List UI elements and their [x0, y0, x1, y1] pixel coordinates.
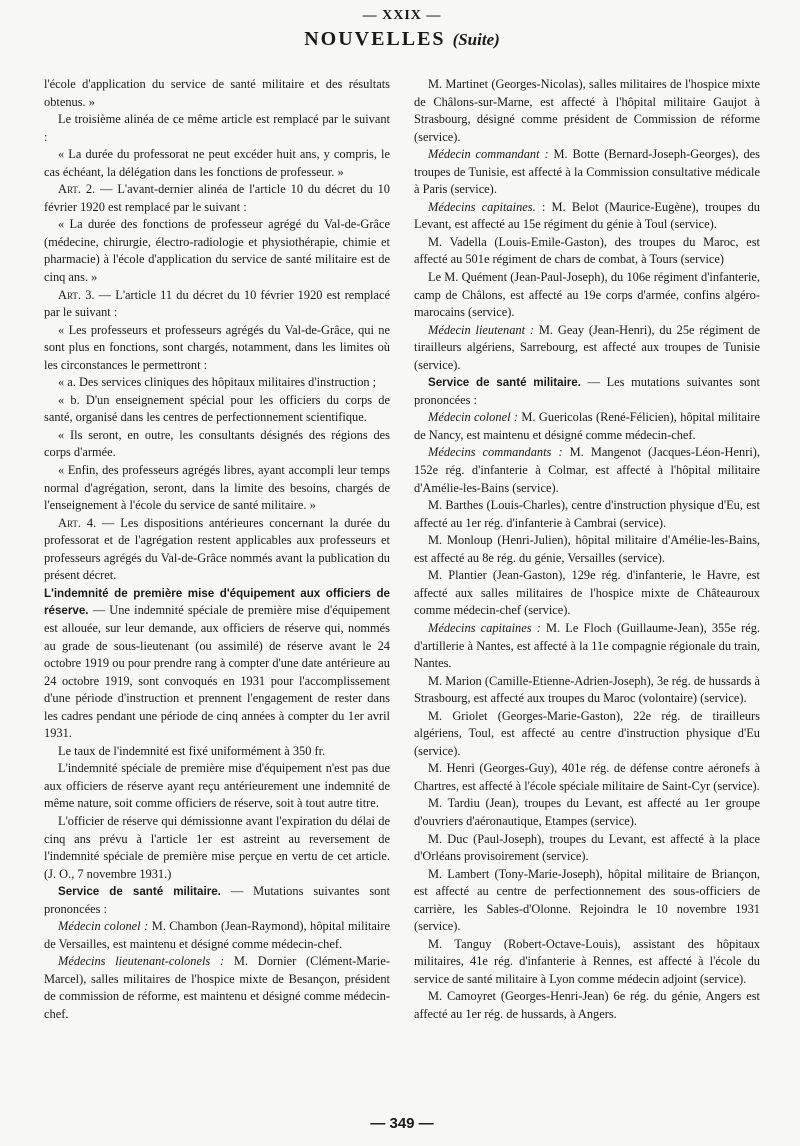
paragraph-text: — Les dispositions antérieures concernant la durée du professorat et de l'agrégation restent applicables aux professeurs et professeurs agrégés du Val-de-Grâce nommés avant la publication du présent décret.: [44, 515, 390, 583]
paragraph: [44, 515, 390, 585]
paragraph: [44, 181, 390, 216]
paragraph: L'officier de réserve qui démissionne avant l'expiration du délai de cinq ans prévu à l'article 1er est astreint au reversement de l'indemnité spéciale de première mise perçue en vertu de cet article. (J. O., 7 novembre 1931.): [44, 813, 390, 881]
paragraph: M. Barthes (Louis-Charles), centre d'instruction physique d'Eu, est affecté au 1er rég. d'infanterie à Cambrai (service).: [414, 498, 760, 530]
paragraph-text: M. Le Floch (Guillaume-Jean), 355e rég. d'artillerie à Nantes, est affecté à la 11e compagnie régionale du train, Nantes.: [414, 620, 760, 671]
paragraph: M. Lambert (Tony-Marie-Joseph), hôpital militaire de Briançon, est affecté au centre de perfectionnement des sous-officiers de carrière, les Sables-d'Olonne. Rejoindra le 10 novembre 1931 (service).: [414, 866, 760, 934]
paragraph-text: M. Mangenot (Jacques-Léon-Henri), 152e rég. d'infanterie à Colmar, est affecté à l'hôpital militaire d'Amélie-les-Bains (service).: [414, 445, 760, 495]
section-heading: Service de santé militaire.: [428, 376, 581, 390]
page-title: [44, 28, 760, 56]
paragraph-text: — L'article 11 du décret du 10 février 1920 est remplacé par le suivant :: [44, 287, 390, 320]
rank-label: Médecins capitaines :: [428, 620, 541, 635]
paragraph: [414, 444, 760, 497]
paragraph: « Ils seront, en outre, les consultants désignés des régions des corps d'armée.: [44, 427, 390, 460]
paragraph: [414, 409, 760, 444]
paragraph: [44, 287, 390, 322]
paragraph: M. Duc (Paul-Joseph), troupes du Levant, est affecté à la place d'Orléans provisoirement (service).: [414, 831, 760, 864]
paragraph: M. Camoyret (Georges-Henri-Jean) 6e rég. du génie, Angers est affecté au 1er rég. de hussards, à Angers.: [414, 989, 760, 1021]
paragraph: [44, 883, 390, 918]
paragraph-text: — Une indemnité spéciale de première mise d'équipement est allouée, sur leur demande, aux officiers de réserve qui, nommés au grade de sous-lieutenant (ou assimilé) de réserve avant le 24 octobre 1919 ou pour prendre rang à compter d'une date antérieure au 24 octobre 1919, sont convoqués en 1931 pour l'accomplissement d'une période d'instruction et prennent l'engagement de rester dans les cadres pendant une période de cinq années à compter du 1er avril 1931.: [44, 603, 390, 741]
paragraph: Le taux de l'indemnité est fixé uniformément à 350 fr.: [58, 743, 326, 758]
folio: — XXIX —: [362, 8, 442, 23]
paragraph: M. Griolet (Georges-Marie-Gaston), 22e rég. de tirailleurs algériens, Toul, est affecté au centre d'instruction physique d'Eu (service).: [414, 708, 760, 758]
paragraph: [44, 918, 390, 953]
paragraph-text: M. Geay (Jean-Henri), du 25e régiment de tirailleurs algériens, Sarrebourg, est affecté aux troupes de Tunisie (service).: [414, 322, 760, 372]
paragraph: Le M. Quément (Jean-Paul-Joseph), du 106e régiment d'infanterie, camp de Châlons, est affecté au 19e corps d'armée, confins algéro-marocains (service).: [414, 270, 760, 320]
paragraph: « b. D'un enseignement spécial pour les officiers du corps de santé, organisé dans les centres de perfectionnement scientifique.: [44, 392, 390, 425]
paragraph: M. Tanguy (Robert-Octave-Louis), assistant des hôpitaux militaires, 41e rég. d'infanterie à Rennes, est affecté à l'école du service de santé militaire à Lyon comme médecin adjoint (service).: [414, 936, 760, 986]
rank-label: Médecin colonel :: [428, 410, 519, 425]
rank-label: Médecins capitaines.: [428, 199, 536, 214]
paragraph: « La durée des fonctions de professeur agrégé du Val-de-Grâce (médecine, chirurgie, électro-radiologie et physiothérapie, chimie et pharmacie) à l'école d'application du service de santé militaire est de cinq ans. »: [44, 217, 390, 285]
right-column: [414, 76, 760, 1108]
paragraph: l'école d'application du service de santé militaire et des résultats obtenus. »: [44, 77, 390, 109]
paragraph: [414, 146, 760, 199]
section-heading: Service de santé militaire.: [58, 885, 221, 899]
section-heading: L'indemnité de première mise d'équipement aux officiers de réserve.: [44, 586, 390, 618]
paragraph: « La durée du professorat ne peut excéder huit ans, y compris, le cas échéant, la délégation dans les fonctions de professeur. »: [44, 147, 390, 179]
rank-label: Médecin lieutenant :: [428, 322, 535, 337]
paragraph: M. Tardiu (Jean), troupes du Levant, est affecté au 1er groupe d'ouvriers d'aéronautique, Etampes (service).: [414, 796, 760, 828]
paragraph: M. Henri (Georges-Guy), 401e rég. de défense contre aéronefs à Chartres, est affecté à l'école spéciale militaire de Saint-Cyr (service).: [414, 761, 760, 793]
paragraph-text: : M. Belot (Maurice-Eugène), troupes du Levant, est affecté au 15e régiment du génie à Toul (service).: [414, 199, 760, 232]
title-text: NOUVELLES: [304, 28, 446, 50]
paragraph: [44, 585, 390, 743]
paragraph-text: — Mutations suivantes sont prononcées :: [44, 884, 391, 916]
rank-label: Médecin colonel :: [58, 919, 149, 934]
paragraph: M. Plantier (Jean-Gaston), 129e rég. d'infanterie, le Havre, est affecté aux salles militaires de l'hospice mixte de Châteauroux comme médecin-chef (service).: [414, 568, 760, 618]
paragraph: « Les professeurs et professeurs agrégés du Val-de-Grâce, qui ne sont plus en fonctions, sont chargés, notamment, dans les limites où les circonstances le permettront :: [44, 322, 390, 372]
paragraph-text: — Les mutations suivantes sont prononcées :: [414, 375, 760, 407]
article-label: Art. 3.: [58, 287, 95, 302]
paragraph: M. Martinet (Georges-Nicolas), salles militaires de l'hospice mixte de Châlons-sur-Marne, est affecté à l'hôpital militaire Gaujot à Strasbourg, désigné comme président de Commission de réforme (service).: [414, 77, 760, 144]
page-number: — 349 —: [370, 1115, 434, 1132]
paragraph: M. Marion (Camille-Etienne-Adrien-Joseph), 3e rég. de hussards à Strasbourg, est affecté aux troupes du Maroc (volontaire) (service).: [414, 673, 760, 706]
article-label: Art. 2.: [58, 182, 96, 197]
paragraph: [414, 199, 760, 234]
paragraph-text: — L'avant-dernier alinéa de l'article 10 du décret du 10 février 1920 est remplacé par le suivant :: [44, 182, 390, 214]
paragraph: [414, 322, 760, 375]
left-column: [44, 76, 390, 1108]
paragraph: Le troisième alinéa de ce même article est remplacé par le suivant :: [44, 112, 390, 144]
rank-label: Médecin commandant :: [428, 147, 549, 162]
rank-label: Médecins lieutenant-colonels :: [58, 954, 225, 969]
paragraph-text: M. Botte (Bernard-Joseph-Georges), des troupes de Tunisie, est affecté à la Commission consultative médicale à Paris (service).: [414, 147, 760, 197]
paragraph: M. Monloup (Henri-Julien), hôpital militaire d'Amélie-les-Bains, est affecté au 8e rég. du génie, Versailles (service).: [414, 533, 760, 565]
paragraph: « Enfin, des professeurs agrégés libres, ayant accompli leur temps normal d'agrégation, seront, dans la limite des besoins, chargés de l'enseignement à l'école du service de santé militaire. »: [44, 463, 390, 513]
paragraph-text: M. Dornier (Clément-Marie-Marcel), salles militaires de l'hospice mixte de Besançon, président de commission de réforme, est maintenu et désigné comme médecin-chef.: [44, 954, 391, 1021]
article-label: Art. 4.: [58, 515, 97, 530]
page: [44, 8, 760, 1138]
paragraph-text: M. Guericolas (René-Félicien), hôpital militaire de Nancy, est maintenu et désigné comme médecin-chef.: [414, 410, 760, 442]
title-suffix: (Suite): [452, 30, 500, 49]
paragraph: « a. Des services cliniques des hôpitaux militaires d'instruction ;: [58, 375, 377, 390]
paragraph: [414, 374, 760, 409]
rank-label: Médecins commandants :: [428, 445, 563, 460]
paragraph: [414, 620, 760, 673]
columns: [44, 76, 760, 1108]
paragraph: [44, 953, 390, 1023]
paragraph: L'indemnité spéciale de première mise d'équipement n'est pas due aux officiers de réserve ayant reçu antérieurement une indemnité de même nature, soit comme officiers de réserve, soit à tout autre titre.: [44, 761, 390, 811]
paragraph-text: M. Chambon (Jean-Raymond), hôpital militaire de Versailles, est maintenu et désigné comme médecin-chef.: [44, 919, 390, 951]
paragraph: M. Vadella (Louis-Emile-Gaston), des troupes du Maroc, est affecté au 501e régiment de chars de combat, à Tours (service): [414, 234, 760, 267]
